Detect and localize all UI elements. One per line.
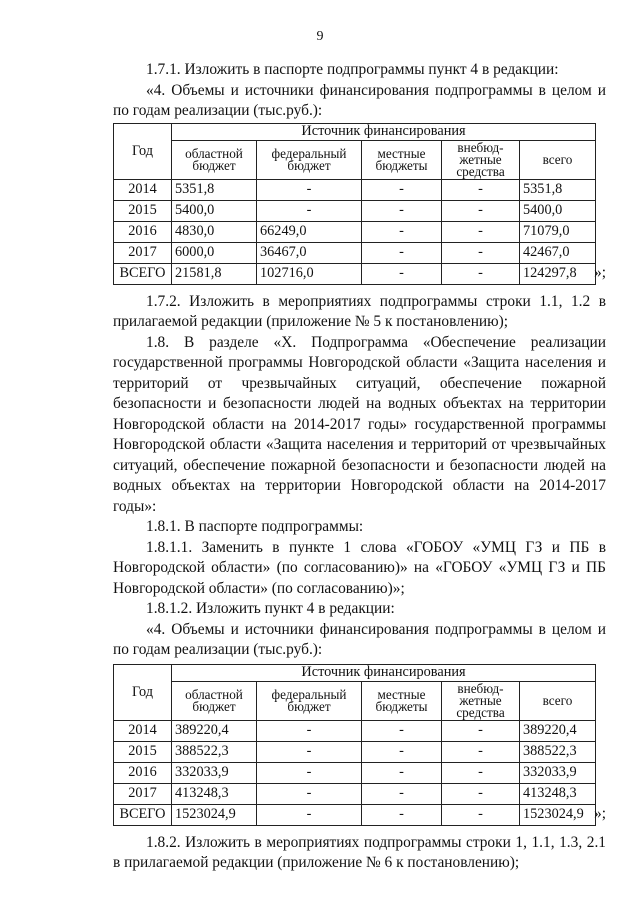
table-subheader-row [114, 681, 596, 720]
cell-local: - [362, 200, 442, 221]
paragraph-1-7-1: 1.7.1. Изложить в паспорте подпрограммы пункт 4 в редакции: [146, 61, 559, 78]
table-row [114, 741, 596, 762]
cell-year: 2017 [114, 242, 172, 263]
cell-offbudget: - [442, 179, 520, 200]
financing-table-2 [113, 664, 606, 826]
cell-regional: 5351,8 [172, 179, 257, 200]
paragraph-1-8: 1.8. В разделе «Х. Подпрограмма «Обеспечение реализации государственной программы Новгородской области «Защита населения и территорий от чрезвычайных ситуаций, обеспечение пожарной безопасности и безопасности людей на водных объектах на территории Новгородской области на 2014-2017 годы» государственной программы Новгородской области «Защита населения и территорий от чрезвычайных ситуаций, обеспечение пожарной безопасности и безопасности людей на водных объектах на территории Новгородской области на 2014-2017 годы»: [113, 333, 606, 515]
page-number: 9 [316, 29, 324, 44]
cell-year: ВСЕГО [114, 804, 172, 825]
header-total: всего [520, 140, 596, 179]
cell-total: 389220,4 [520, 720, 596, 741]
cell-regional: 332033,9 [172, 762, 257, 783]
cell-total: 124297,8 [520, 263, 596, 284]
cell-offbudget: - [442, 221, 520, 242]
cell-regional: 388522,3 [172, 741, 257, 762]
header-regional: областной бюджет [172, 681, 257, 720]
table-row [114, 720, 596, 741]
cell-regional: 4830,0 [172, 221, 257, 242]
header-regional: областной бюджет [172, 140, 257, 179]
quote-close: »; [594, 805, 606, 822]
table-header-row [114, 123, 596, 140]
cell-local: - [362, 263, 442, 284]
cell-federal: - [257, 741, 362, 762]
paragraph-1-8-1-1: 1.8.1.1. Заменить в пункте 1 слова «ГОБОУ «УМЦ ГЗ и ПБ в Новгородской области» (по согласованию)» на «ГОБОУ «УМЦ ГЗ и ПБ Новгородской области» (по согласованию)»; [113, 538, 606, 597]
cell-offbudget: - [442, 242, 520, 263]
cell-local: - [362, 221, 442, 242]
paragraph-table2-intro: «4. Объемы и источники финансирования подпрограммы в целом и по годам реализации (тыс.руб.): [113, 620, 606, 658]
cell-total: 42467,0 [520, 242, 596, 263]
header-offbudget: внебюд-жетные средства [442, 681, 520, 720]
cell-federal: - [257, 762, 362, 783]
table-row [114, 762, 596, 783]
cell-total: 5351,8 [520, 179, 596, 200]
cell-year: 2017 [114, 783, 172, 804]
cell-year: 2016 [114, 221, 172, 242]
cell-federal: - [257, 804, 362, 825]
header-offbudget: внебюд-жетные средства [442, 140, 520, 179]
cell-offbudget: - [442, 200, 520, 221]
cell-offbudget: - [442, 720, 520, 741]
header-source: Источник финансирования [172, 123, 596, 140]
quote-close: »; [594, 264, 606, 281]
header-year: Год [114, 664, 172, 720]
cell-total: 388522,3 [520, 741, 596, 762]
cell-regional: 1523024,9 [172, 804, 257, 825]
table-row [114, 200, 596, 221]
header-federal: федеральный бюджет [257, 140, 362, 179]
cell-regional: 5400,0 [172, 200, 257, 221]
cell-local: - [362, 783, 442, 804]
cell-federal: 102716,0 [257, 263, 362, 284]
header-source: Источник финансирования [172, 664, 596, 681]
header-local: местные бюджеты [362, 681, 442, 720]
cell-total: 413248,3 [520, 783, 596, 804]
cell-offbudget: - [442, 804, 520, 825]
paragraph-1-8-1-2: 1.8.1.2. Изложить пункт 4 в редакции: [146, 600, 395, 617]
cell-regional: 6000,0 [172, 242, 257, 263]
document-body [113, 60, 606, 874]
financing-table [113, 123, 596, 285]
paragraph-table1-intro: «4. Объемы и источники финансирования подпрограммы в целом и по годам реализации (тыс.руб.): [113, 81, 606, 119]
cell-offbudget: - [442, 741, 520, 762]
cell-regional: 413248,3 [172, 783, 257, 804]
cell-year: ВСЕГО [114, 263, 172, 284]
cell-year: 2014 [114, 720, 172, 741]
cell-federal: - [257, 720, 362, 741]
cell-total: 332033,9 [520, 762, 596, 783]
table-row [114, 242, 596, 263]
cell-regional: 21581,8 [172, 263, 257, 284]
paragraph-1-8-1: 1.8.1. В паспорте подпрограммы: [146, 518, 364, 535]
table-header-row [114, 664, 596, 681]
table-row [114, 783, 596, 804]
paragraph-1-7-2: 1.7.2. Изложить в мероприятиях подпрограммы строки 1.1, 1.2 в прилагаемой редакции (приложение № 5 к постановлению); [113, 292, 606, 330]
cell-year: 2015 [114, 741, 172, 762]
cell-regional: 389220,4 [172, 720, 257, 741]
cell-total: 71079,0 [520, 221, 596, 242]
cell-offbudget: - [442, 762, 520, 783]
cell-year: 2015 [114, 200, 172, 221]
cell-offbudget: - [442, 783, 520, 804]
financing-table [113, 664, 596, 826]
cell-year: 2016 [114, 762, 172, 783]
cell-federal: - [257, 179, 362, 200]
cell-federal: - [257, 783, 362, 804]
cell-local: - [362, 762, 442, 783]
cell-local: - [362, 804, 442, 825]
cell-federal: 66249,0 [257, 221, 362, 242]
cell-federal: 36467,0 [257, 242, 362, 263]
header-local: местные бюджеты [362, 140, 442, 179]
cell-local: - [362, 179, 442, 200]
table-subheader-row [114, 140, 596, 179]
header-total: всего [520, 681, 596, 720]
cell-year: 2014 [114, 179, 172, 200]
table-row [114, 221, 596, 242]
cell-local: - [362, 720, 442, 741]
cell-local: - [362, 242, 442, 263]
cell-federal: - [257, 200, 362, 221]
table-row-total [114, 804, 596, 825]
table-row [114, 179, 596, 200]
financing-table-1 [113, 123, 606, 285]
cell-total: 5400,0 [520, 200, 596, 221]
cell-local: - [362, 741, 442, 762]
cell-total: 1523024,9 [520, 804, 596, 825]
table-row-total [114, 263, 596, 284]
header-year: Год [114, 123, 172, 179]
cell-offbudget: - [442, 263, 520, 284]
header-federal: федеральный бюджет [257, 681, 362, 720]
paragraph-1-8-2: 1.8.2. Изложить в мероприятиях подпрограммы строки 1, 1.1, 1.3, 2.1 в прилагаемой редакции (приложение № 6 к постановлению); [113, 833, 606, 871]
